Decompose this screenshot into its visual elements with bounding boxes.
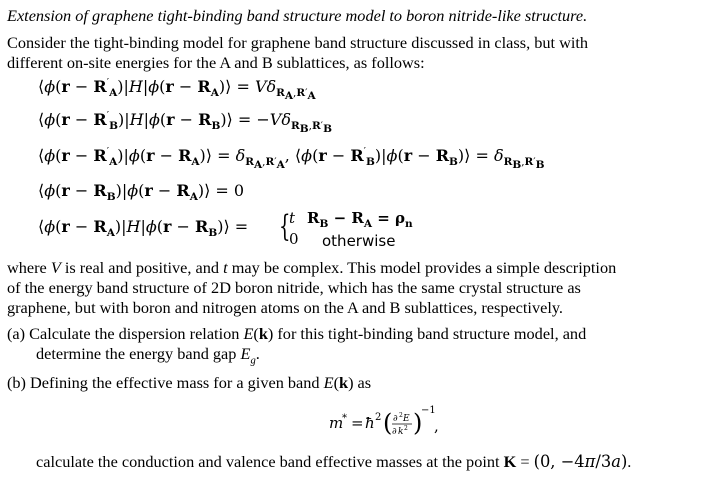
equation-1: ⟨ϕ(r − $R'_A)|H|\phi(r$ − $R_A)⟩ = V\delta_{R_A,R'_A}$: [38, 76, 316, 103]
case-0-text: 0: [289, 230, 299, 248]
svg-text:*: *: [342, 413, 347, 424]
svg-text:ħ: ħ: [365, 414, 375, 432]
part-a-line-1: (a) Calculate the dispersion relation E(k) for this tight-binding band structure model, and: [7, 324, 587, 343]
problem-title-text: Extension of graphene tight-binding band structure model to boron nitride-like structure.: [7, 6, 588, 25]
svg-text:(: (: [383, 409, 393, 437]
part-a-line-2: determine the energy band gap $E_g$.: [36, 344, 260, 367]
body-line-3: [7, 298, 563, 318]
case-t-value: [289, 209, 295, 227]
part-b-line-1: (b) Defining the effective mass for a given band E(k) as: [7, 373, 372, 392]
svg-text:−1: −1: [421, 405, 436, 416]
body-line-3-text: graphene, but with boron and nitrogen atoms on the A and B sublattices, respectively.: [7, 298, 564, 317]
svg-text:∂: ∂: [393, 414, 398, 424]
svg-text:m: m: [329, 414, 344, 432]
case-t-text: t: [289, 209, 296, 227]
case-0-condition: [322, 232, 395, 250]
effective-mass-svg: [329, 401, 439, 441]
svg-text:2: 2: [404, 425, 408, 432]
body-line-2: [7, 278, 581, 298]
equation-3: ⟨ϕ(r − $R'_A)|\phi(r$ − $R_A)⟩ = \delta_{R_A,R'_A}$, ⟨ϕ(r − $R'_B)|\phi(r$ − $R_B)⟩ = \delta_{R_B,R'_B}$: [38, 145, 545, 172]
case-0-value: [289, 230, 299, 248]
svg-text:E: E: [403, 414, 410, 424]
body-line-1: where V is real and positive, and t may be complex. This model provides a simple description: [7, 258, 617, 277]
svg-text:): ): [413, 409, 423, 437]
equation-2: ⟨ϕ(r − $R'_B)|H|\phi(r$ − $R_B)⟩ = -V\delta_{R_B,R'_B}$: [38, 109, 332, 136]
case-0-condition-text: otherwise: [322, 232, 396, 250]
intro-line-2: [7, 53, 425, 73]
body-line-2-text: of the energy band structure of 2D boron nitride, which has the same crystal structure as: [7, 278, 581, 297]
svg-text:,: ,: [434, 417, 439, 435]
intro-line-1: [7, 33, 588, 53]
intro-line-2-text: different on-site energies for the A and B sublattices, as follows:: [7, 53, 425, 72]
part-b-line-2: calculate the conduction and valence band effective masses at the point K = (0, −4π/3a).: [36, 452, 632, 471]
effective-mass-formula: [329, 401, 439, 445]
case-t-condition: $R_B - R_A = \rho_n$: [307, 209, 413, 230]
svg-text:k: k: [398, 427, 404, 437]
piecewise-brace: {: [279, 209, 291, 244]
svg-text:=: =: [351, 414, 364, 432]
svg-text:2: 2: [399, 412, 403, 419]
problem-title: [7, 6, 587, 26]
equation-4: ⟨ϕ(r − $R_B)|\phi(r$ − $R_A)⟩ = 0$: [38, 181, 245, 204]
svg-text:∂: ∂: [392, 427, 397, 437]
equation-5: ⟨ϕ(r − $R_A)|H|\phi(r$ − $R_B)⟩$ =: [38, 217, 249, 240]
svg-text:2: 2: [375, 412, 382, 423]
intro-line-1-text: Consider the tight-binding model for graphene band structure discussed in class, but with: [7, 33, 589, 52]
